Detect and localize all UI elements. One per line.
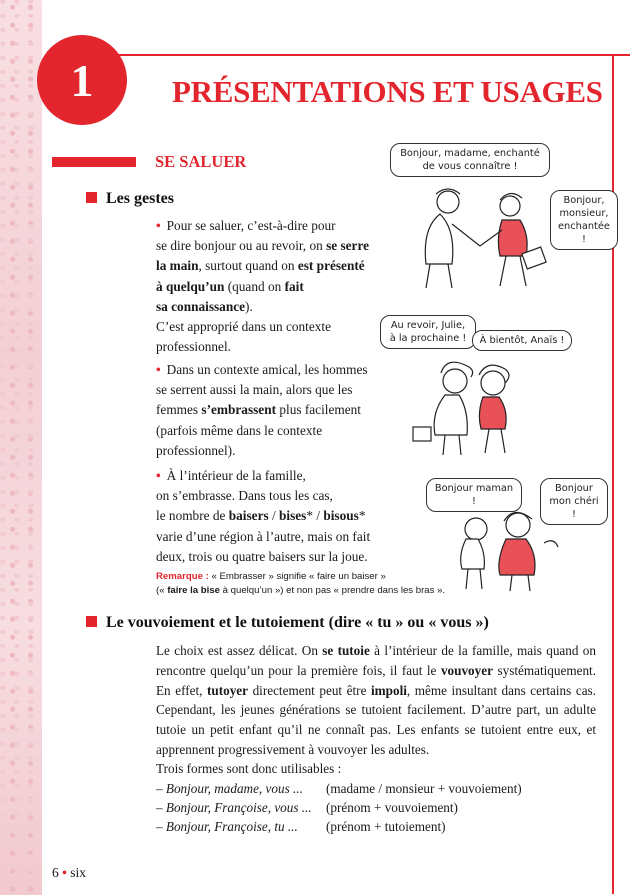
section-title: SE SALUER bbox=[155, 152, 247, 171]
text: tutoyer bbox=[207, 682, 249, 698]
text: fait bbox=[284, 278, 304, 294]
text: se serre bbox=[326, 238, 370, 254]
speech-bubble-handshake-woman: Bonjour, monsieur, enchantée ! bbox=[550, 190, 618, 250]
subheading-gestes-label: Les gestes bbox=[106, 190, 174, 207]
bullet-dot-icon: • bbox=[156, 218, 161, 233]
paragraph-family bbox=[156, 466, 396, 567]
text: à l’intérieur de la famille, mais quand on rencontre quelqu’un pour la première fois, il faut le bbox=[156, 643, 596, 678]
bullet-dot-icon: • bbox=[62, 865, 67, 880]
square-bullet-icon bbox=[86, 192, 97, 203]
text: à quelqu’un ») et non pas « prendre dans les bras ». bbox=[220, 585, 446, 596]
page-word: six bbox=[70, 865, 86, 880]
remark-label: Remarque : bbox=[156, 571, 209, 582]
paragraph-greeting bbox=[156, 216, 386, 357]
page-footer bbox=[52, 865, 86, 881]
text: directement peut être bbox=[248, 682, 371, 698]
text: , même insultant dans certains cas. Cependant, les jeunes générations se tutoient facilement. D’autre part, un adulte tutoie un petit enfant qu’il ne connaît pas. Les enfants se tutoient entre eux, et apprennent progressivement à vouvoyer les adultes. bbox=[156, 682, 596, 757]
text: se serrent aussi la main, alors que les bbox=[156, 382, 353, 398]
chapter-number-badge bbox=[37, 35, 127, 125]
text: / bbox=[268, 508, 279, 524]
bullet-dot-icon: • bbox=[156, 362, 161, 377]
text: professionnel). bbox=[156, 442, 236, 458]
text: est présenté bbox=[297, 258, 365, 274]
text: sa connaissance bbox=[156, 298, 246, 314]
text: Dans un contexte amical, les hommes bbox=[166, 362, 368, 377]
text: bisous bbox=[323, 508, 359, 524]
family-kiss-illustration bbox=[440, 505, 580, 593]
page-number: 6 bbox=[52, 865, 59, 880]
section-bar bbox=[52, 157, 136, 167]
form-row bbox=[156, 800, 458, 816]
text: (parfois même dans le contexte bbox=[156, 422, 323, 438]
text: deux, trois ou quatre baisers sur la joue. bbox=[156, 548, 368, 564]
paragraph-friendly-context bbox=[156, 360, 386, 461]
text: plus facilement bbox=[276, 402, 361, 418]
subheading-gestes bbox=[86, 190, 174, 208]
text: Le choix est assez délicat. On bbox=[156, 643, 323, 658]
goodbye-illustration bbox=[405, 355, 555, 460]
text: on s’embrasse. Dans tous les cas, bbox=[156, 488, 333, 504]
text: se tutoie bbox=[322, 643, 370, 658]
text: impoli bbox=[371, 682, 407, 698]
text: à quelqu’un bbox=[156, 278, 225, 294]
square-bullet-icon bbox=[86, 616, 97, 627]
text: (quand on bbox=[224, 278, 285, 294]
top-rule bbox=[82, 54, 630, 56]
decorative-side-strip bbox=[0, 0, 42, 895]
form-example: – Bonjour, Françoise, tu ... bbox=[156, 819, 298, 834]
text: systématiquement. En effet, bbox=[156, 662, 596, 698]
form-row bbox=[156, 819, 446, 835]
text: C’est approprié dans un contexte bbox=[156, 319, 332, 335]
right-rule bbox=[612, 54, 614, 894]
paragraph-vouvoiement bbox=[156, 641, 596, 760]
text: faire la bise bbox=[167, 585, 220, 596]
text: vouvoyer bbox=[440, 662, 493, 678]
text: « Embrasser » signifie « faire un baiser » bbox=[208, 571, 386, 582]
chapter-number: 1 bbox=[70, 54, 94, 106]
subheading-vouvoiement-label: Le vouvoiement et le tutoiement (dire « tu » ou « vous ») bbox=[106, 614, 489, 631]
form-example: – Bonjour, Françoise, vous ... bbox=[156, 800, 312, 815]
text: baisers bbox=[228, 508, 269, 524]
text: ). bbox=[245, 298, 253, 314]
text: femmes bbox=[156, 402, 202, 418]
speech-bubble-bonjour-cheri: Bonjour mon chéri ! bbox=[540, 478, 608, 525]
text: (« bbox=[156, 585, 168, 596]
form-explanation: (prénom + tutoiement) bbox=[326, 819, 446, 834]
text: À l’intérieur de la famille, bbox=[166, 468, 306, 483]
text: s’embrassent bbox=[201, 402, 277, 418]
bullet-dot-icon: • bbox=[156, 468, 161, 483]
handshake-illustration bbox=[400, 180, 570, 300]
text: * / bbox=[306, 508, 324, 524]
text: bises bbox=[279, 508, 307, 524]
speech-bubble-goodbye-julie: Au revoir, Julie, à la prochaine ! bbox=[380, 315, 476, 349]
text: varie d’une région à l’autre, mais on fait bbox=[156, 528, 371, 544]
speech-bubble-bonjour-maman: Bonjour maman ! bbox=[426, 478, 522, 512]
text: professionnel. bbox=[156, 339, 231, 355]
form-explanation: (madame / monsieur + vouvoiement) bbox=[326, 781, 522, 796]
text: Pour se saluer, c’est-à-dire pour bbox=[166, 218, 336, 233]
text: le nombre de bbox=[156, 508, 229, 524]
text: * bbox=[358, 508, 366, 524]
speech-bubble-goodbye-anais: À bientôt, Anaïs ! bbox=[472, 330, 572, 351]
subheading-vouvoiement bbox=[86, 614, 489, 632]
text: se dire bonjour ou au revoir, on bbox=[156, 238, 327, 254]
text: , surtout quand on bbox=[198, 258, 298, 274]
page-title: PRÉSENTATIONS ET USAGES bbox=[172, 74, 603, 109]
forms-intro: Trois formes sont donc utilisables : bbox=[156, 761, 342, 776]
form-explanation: (prénom + vouvoiement) bbox=[326, 800, 458, 815]
form-example: – Bonjour, madame, vous ... bbox=[156, 781, 303, 796]
text: la main bbox=[156, 258, 199, 274]
form-row bbox=[156, 781, 522, 797]
speech-bubble-handshake-man: Bonjour, madame, enchanté de vous connaître ! bbox=[390, 143, 550, 177]
